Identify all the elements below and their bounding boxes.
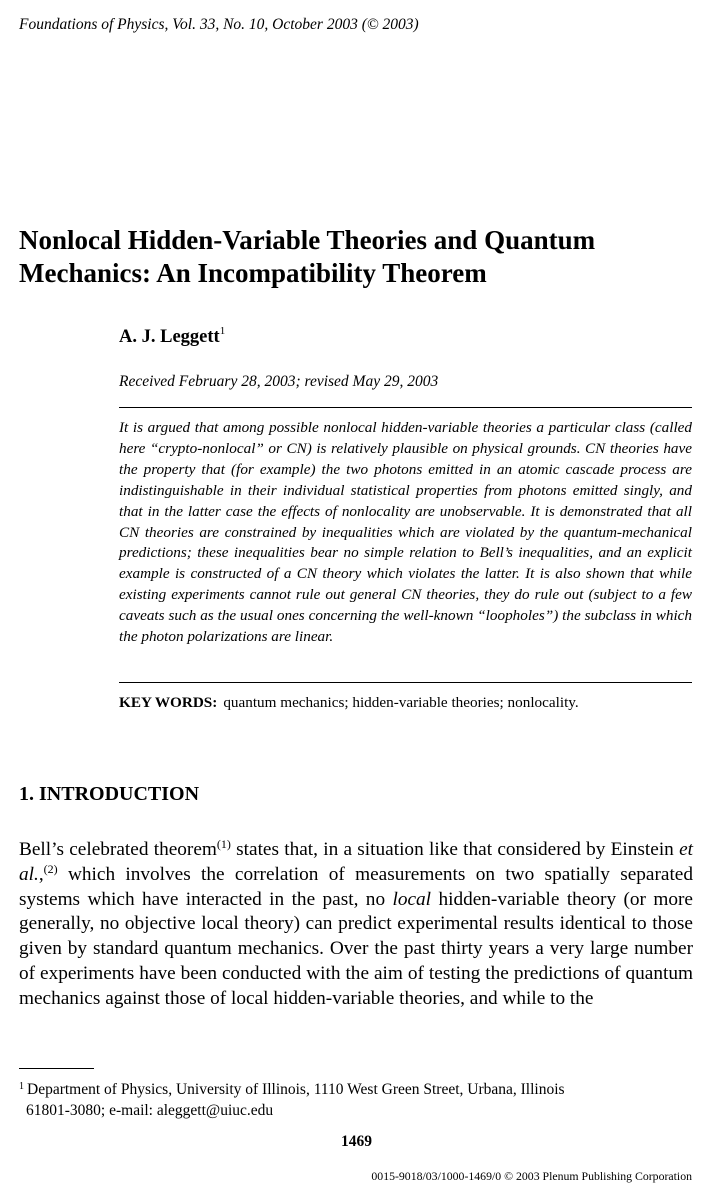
abstract: It is argued that among possible nonlocal hidden-variable theories a particular class (called here “crypto-nonlocal” or CN) is relatively plausible on physical grounds. CN theories have the property that (for example) the two photons emitted in an atomic cascade process are indistinguishable in their individual statistical properties from photons emitted singly, and that in the latter case the effects of nonlocality are unobservable. It is demonstrated that all CN theories are constrained by inequalities which are violated by the quantum-mechanical predictions; these inequalities bear no simple relation to Bell’s inequalities, and an explicit example is constructed of a CN theory which violates the latter. It is also shown that while existing experiments cannot rule out general CN theories, they do rule out (subject to a few caveats such as the usual ones concerning the well-known “loopholes”) the subclass in which the photon polarizations are linear. — [119, 419, 692, 646]
body-text-segment: states that, in a situation like that considered by Einstein — [230, 839, 680, 860]
journal-citation: Foundations of Physics, Vol. 33, No. 10, October 2003 (© 2003) — [19, 16, 419, 33]
body-text-segment: , — [38, 863, 44, 885]
title-line-2: Mechanics: An Incompatibility Theorem — [19, 258, 487, 288]
footnote-line-2: 61801-3080; e-mail: aleggett@uiuc.edu — [26, 1102, 274, 1119]
author-affiliation-mark: 1 — [219, 325, 226, 337]
keywords-label: KEY WORDS: — [119, 694, 218, 711]
title-line-1: Nonlocal Hidden-Variable Theories and Quantum — [19, 225, 596, 255]
paper-title — [19, 224, 709, 290]
footnote-line-1 — [19, 1076, 693, 1100]
footnote-mark: 1 — [19, 1081, 24, 1092]
footnote — [19, 1076, 693, 1121]
footnote-affiliation: Department of Physics, University of Illinois, 1110 West Green Street, Urbana, Illinois — [27, 1081, 565, 1098]
footnote-rule — [19, 1068, 94, 1069]
reference-marker-1[interactable]: (1) — [216, 837, 231, 851]
keywords-text: quantum mechanics; hidden-variable theories; nonlocality. — [223, 694, 579, 711]
abstract-top-rule — [119, 407, 692, 408]
section-heading: 1. INTRODUCTION — [19, 783, 200, 805]
author — [119, 325, 225, 348]
body-paragraph — [19, 838, 693, 1012]
page-number: 1469 — [341, 1133, 372, 1150]
emphasis-et-al: et al. — [19, 839, 693, 885]
body-text-segment: Bell’s celebrated theorem — [19, 839, 217, 860]
copyright-line: 0015-9018/03/1000-1469/0 © 2003 Plenum Publishing Corporation — [371, 1169, 692, 1183]
abstract-bottom-rule — [119, 682, 692, 683]
body-text-segment: hidden-variable theory (or more generally, no objective local theory) can predict experimental results identical to those given by standard quantum mechanics. Over the past thirty years a very large number of experiments have been conducted with the aim of testing the predictions of quantum mechanics against those of local hidden-variable theories, and while to the — [19, 888, 693, 1009]
reference-marker-2[interactable]: (2) — [43, 861, 58, 876]
emphasis-local: local — [392, 888, 432, 910]
keywords — [119, 694, 579, 712]
received-dates: Received February 28, 2003; revised May 29, 2003 — [119, 373, 439, 390]
author-name: A. J. Leggett — [119, 327, 220, 347]
body-text-segment: which involves the correlation of measurements on two spatially separated systems which have interacted in the past, no — [19, 863, 693, 910]
